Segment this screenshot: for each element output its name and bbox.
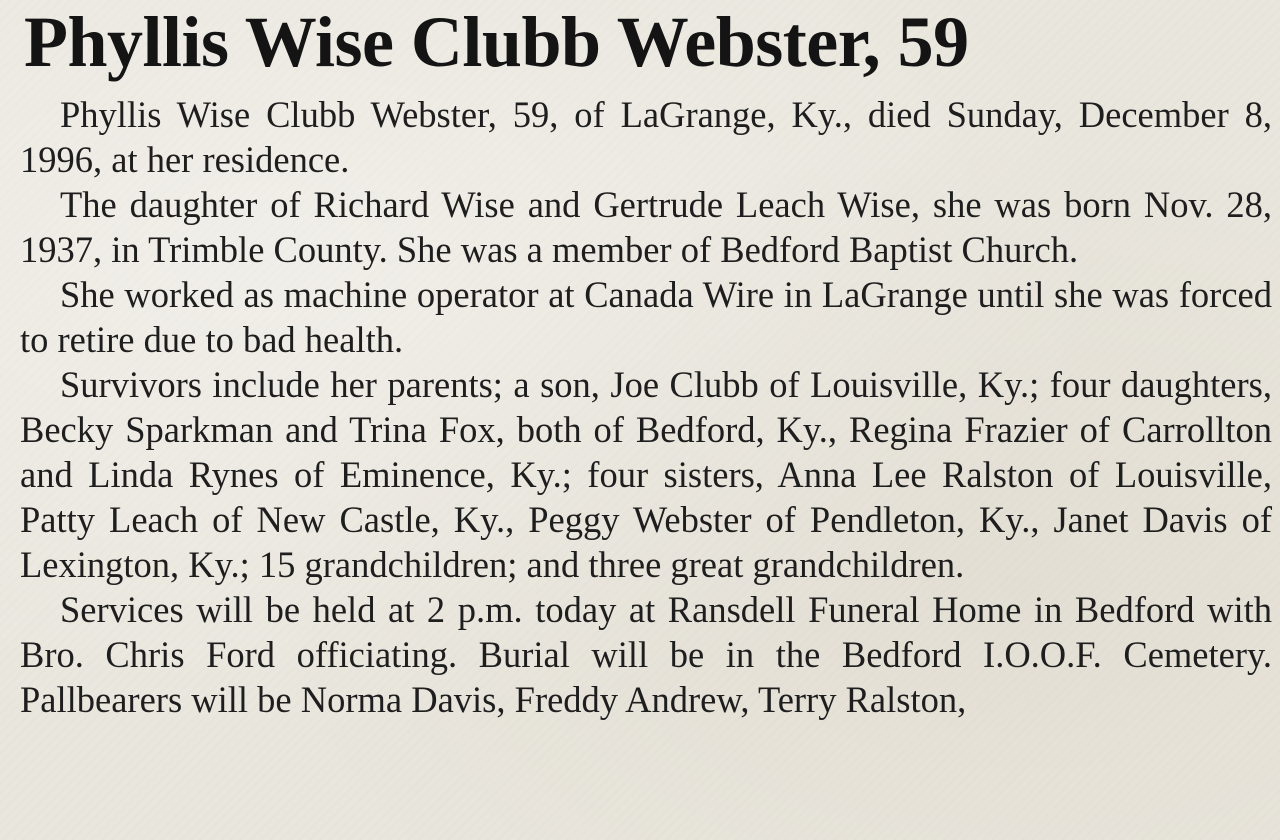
obituary-body: [20, 92, 1272, 722]
paragraph-employment: She worked as machine operator at Canada Wire in LaGrange until she was forced to retire due to bad health.: [20, 274, 1272, 360]
obituary-headline: Phyllis Wise Clubb Webster, 59: [24, 2, 969, 82]
paragraph-biography: The daughter of Richard Wise and Gertrude Leach Wise, she was born Nov. 28, 1937, in Trimble County. She was a member of Bedford Baptist Church.: [20, 184, 1272, 270]
paragraph-services: Services will be held at 2 p.m. today at Ransdell Funeral Home in Bedford with Bro. Chris Ford officiating. Burial will be in the Bedford I.O.O.F. Cemetery. Pallbearers will be Norma Davis, Freddy Andrew, Terry Ralston,: [20, 589, 1272, 720]
paragraph-death-notice: Phyllis Wise Clubb Webster, 59, of LaGrange, Ky., died Sunday, December 8, 1996, at her residence.: [20, 94, 1272, 180]
paragraph-survivors: Survivors include her parents; a son, Joe Clubb of Louisville, Ky.; four daughters, Becky Sparkman and Trina Fox, both of Bedford, Ky., Regina Frazier of Carrollton and Linda Rynes of Eminence, Ky.; four sisters, Anna Lee Ralston of Louisville, Patty Leach of New Castle, Ky., Peggy Webster of Pendleton, Ky., Janet Davis of Lexington, Ky.; 15 grandchildren; and three great grandchildren.: [20, 364, 1272, 585]
